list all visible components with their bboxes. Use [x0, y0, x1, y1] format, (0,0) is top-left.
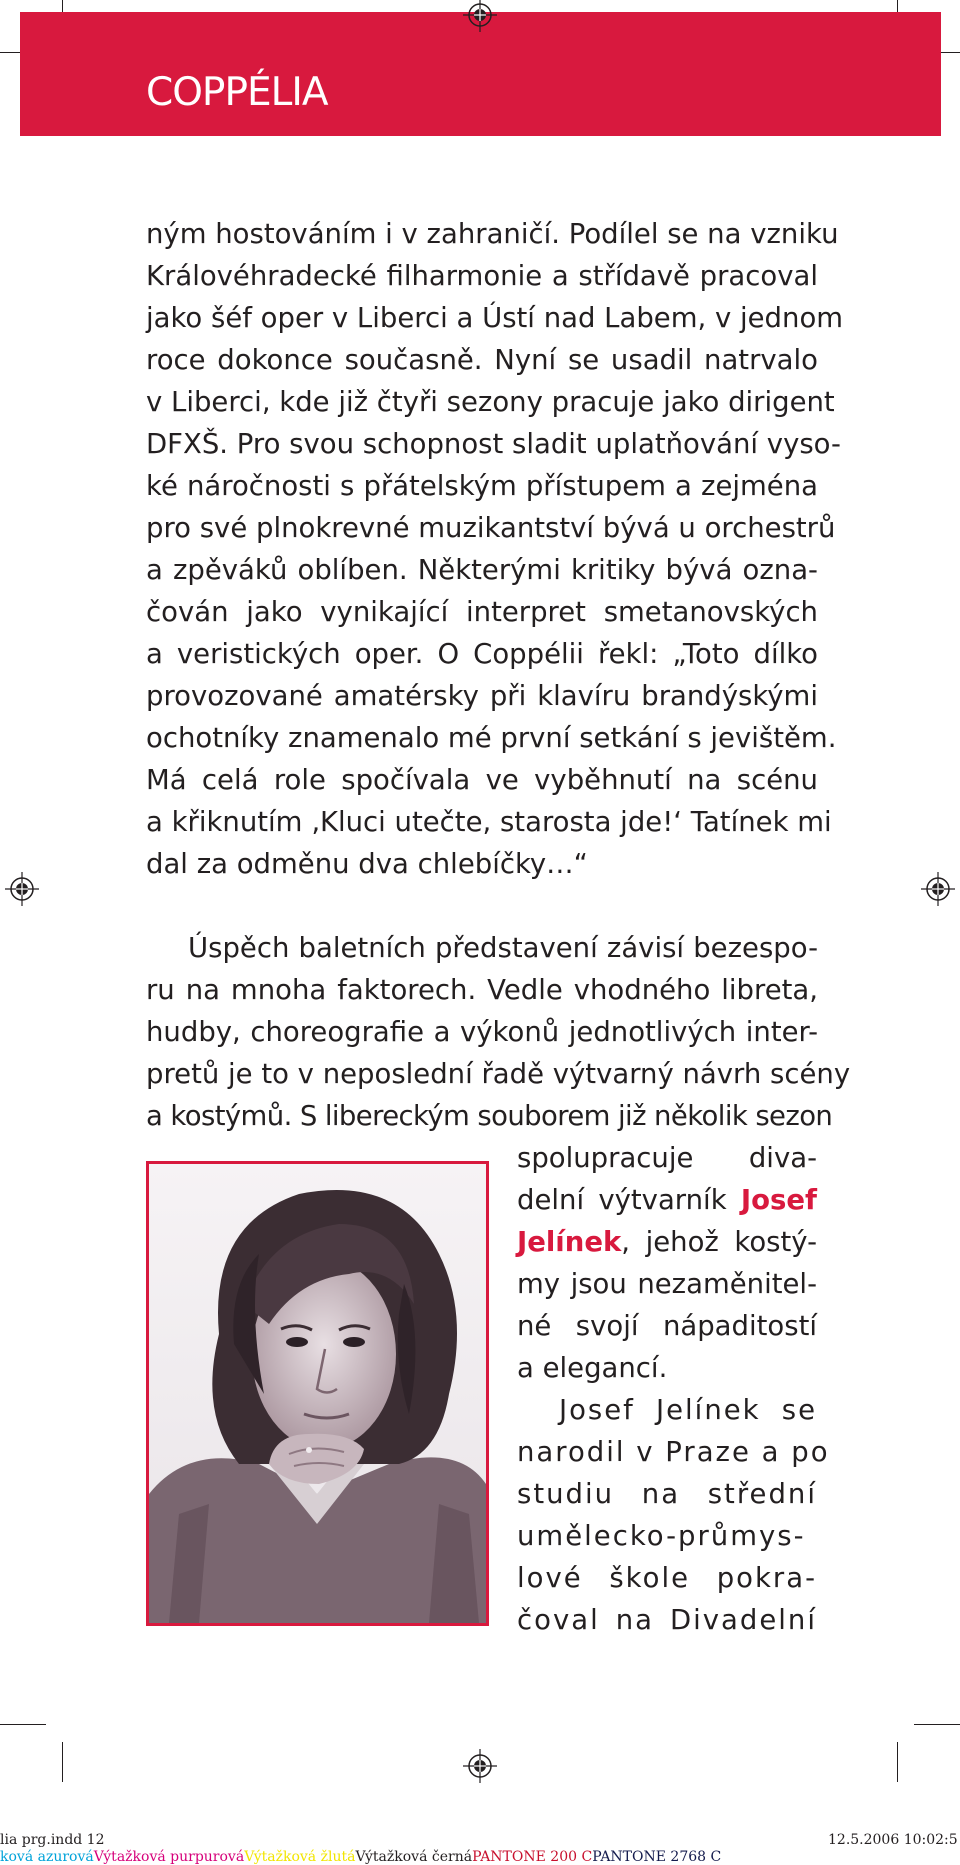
text-line: ké náročnosti s přátelským přístupem a zejména — [146, 470, 818, 502]
text-line: DFXŠ. Pro svou schopnost sladit uplatňování vyso- — [146, 428, 841, 460]
artist-name-highlight: Josef — [740, 1184, 817, 1216]
text-line: spolupracuje diva- — [517, 1142, 817, 1174]
text-line: studiu na střední — [517, 1478, 817, 1510]
text-line: Má celá role spočívala ve vyběhnutí na scénu — [146, 764, 818, 796]
crop-mark — [0, 1724, 46, 1725]
swatch-label: PANTONE 200 C — [472, 1849, 593, 1865]
paragraph-3 — [517, 1389, 830, 1641]
swatch-label: Výtažková purpurová — [93, 1849, 245, 1865]
paragraph-1 — [146, 213, 844, 885]
text-line: my jsou nezaměnitel- — [517, 1268, 817, 1300]
text-line: a veristických oper. O Coppélii řekl: „Toto dílko — [146, 638, 818, 670]
text-line: hudby, choreografie a výkonů jednotlivých inter- — [146, 1016, 818, 1048]
text-line — [517, 1221, 817, 1263]
text-line: ochotníky znamenalo mé první setkání s jevištěm. — [146, 722, 837, 754]
portrait-photo — [146, 1161, 489, 1626]
text-line — [517, 1179, 817, 1221]
crop-mark — [914, 1724, 960, 1725]
text-line: Josef Jelínek se — [559, 1394, 817, 1426]
slug-filename: lia prg.indd 12 — [0, 1832, 105, 1848]
text-line: čován jako vynikající interpret smetanovských — [146, 596, 818, 628]
crop-mark — [897, 1742, 898, 1782]
text-line: pretů je to v neposlední řadě výtvarný návrh scény — [146, 1058, 851, 1090]
text-line: ru na mnoha faktorech. Vedle vhodného libreta, — [146, 974, 818, 1006]
text-line: v Liberci, kde již čtyři sezony pracuje jako dirigent — [146, 386, 835, 418]
text-line-part: delní výtvarník — [517, 1184, 727, 1216]
portrait-illustration — [149, 1164, 486, 1623]
text-line: lové škole pokra- — [517, 1562, 817, 1594]
text-line: jako šéf oper v Liberci a Ústí nad Labem, v jednom — [146, 302, 844, 334]
text-line: umělecko-průmys- — [517, 1520, 806, 1552]
text-line: né svojí nápaditostí — [517, 1310, 817, 1342]
text-line: provozované amatérsky při klavíru brandýskými — [146, 680, 818, 712]
swatch-label: ková azurová — [0, 1849, 94, 1865]
text-line: a zpěváků oblíben. Některými kritiky bývá ozna- — [146, 554, 818, 586]
text-line: roce dokonce současně. Nyní se usadil natrvalo — [146, 344, 818, 376]
text-line: narodil v Praze a po — [517, 1436, 830, 1468]
slug-color-swatches — [0, 1849, 721, 1865]
text-line: Královéhradecké filharmonie a střídavě pracoval — [146, 260, 818, 292]
page-title: COPPÉLIA — [146, 70, 328, 115]
text-line: a elegancí. — [517, 1352, 668, 1384]
swatch-label: Výtažková černá — [355, 1849, 473, 1865]
registration-mark-icon — [463, 0, 497, 32]
text-line: dal za odměnu dva chlebíčky…“ — [146, 848, 588, 880]
artist-name-highlight: Jelínek — [517, 1226, 622, 1258]
slug-timestamp: 12.5.2006 10:02:5 — [828, 1832, 958, 1848]
registration-mark-icon — [5, 872, 39, 906]
text-line-part: , jehož kostý- — [621, 1226, 817, 1258]
registration-mark-icon — [463, 1749, 497, 1783]
paragraph-2-wrap — [517, 1137, 817, 1389]
text-line: a kostýmů. S libereckým souborem již několik sezon — [146, 1100, 833, 1132]
paragraph-2 — [146, 927, 851, 1137]
text-line: ným hostováním i v zahraničí. Podílel se na vzniku — [146, 218, 839, 250]
text-line: Úspěch baletních představení závisí bezespo- — [188, 932, 818, 964]
swatch-label: Výtažková žlutá — [244, 1849, 356, 1865]
crop-mark — [62, 1742, 63, 1782]
registration-mark-icon — [921, 872, 955, 906]
text-line: a křiknutím ‚Kluci utečte, starosta jde!‘ Tatínek mi — [146, 806, 832, 838]
swatch-label: PANTONE 2768 C — [592, 1849, 722, 1865]
text-line: čoval na Divadelní — [517, 1604, 817, 1636]
text-line: pro své plnokrevné muzikantství bývá u orchestrů — [146, 512, 836, 544]
